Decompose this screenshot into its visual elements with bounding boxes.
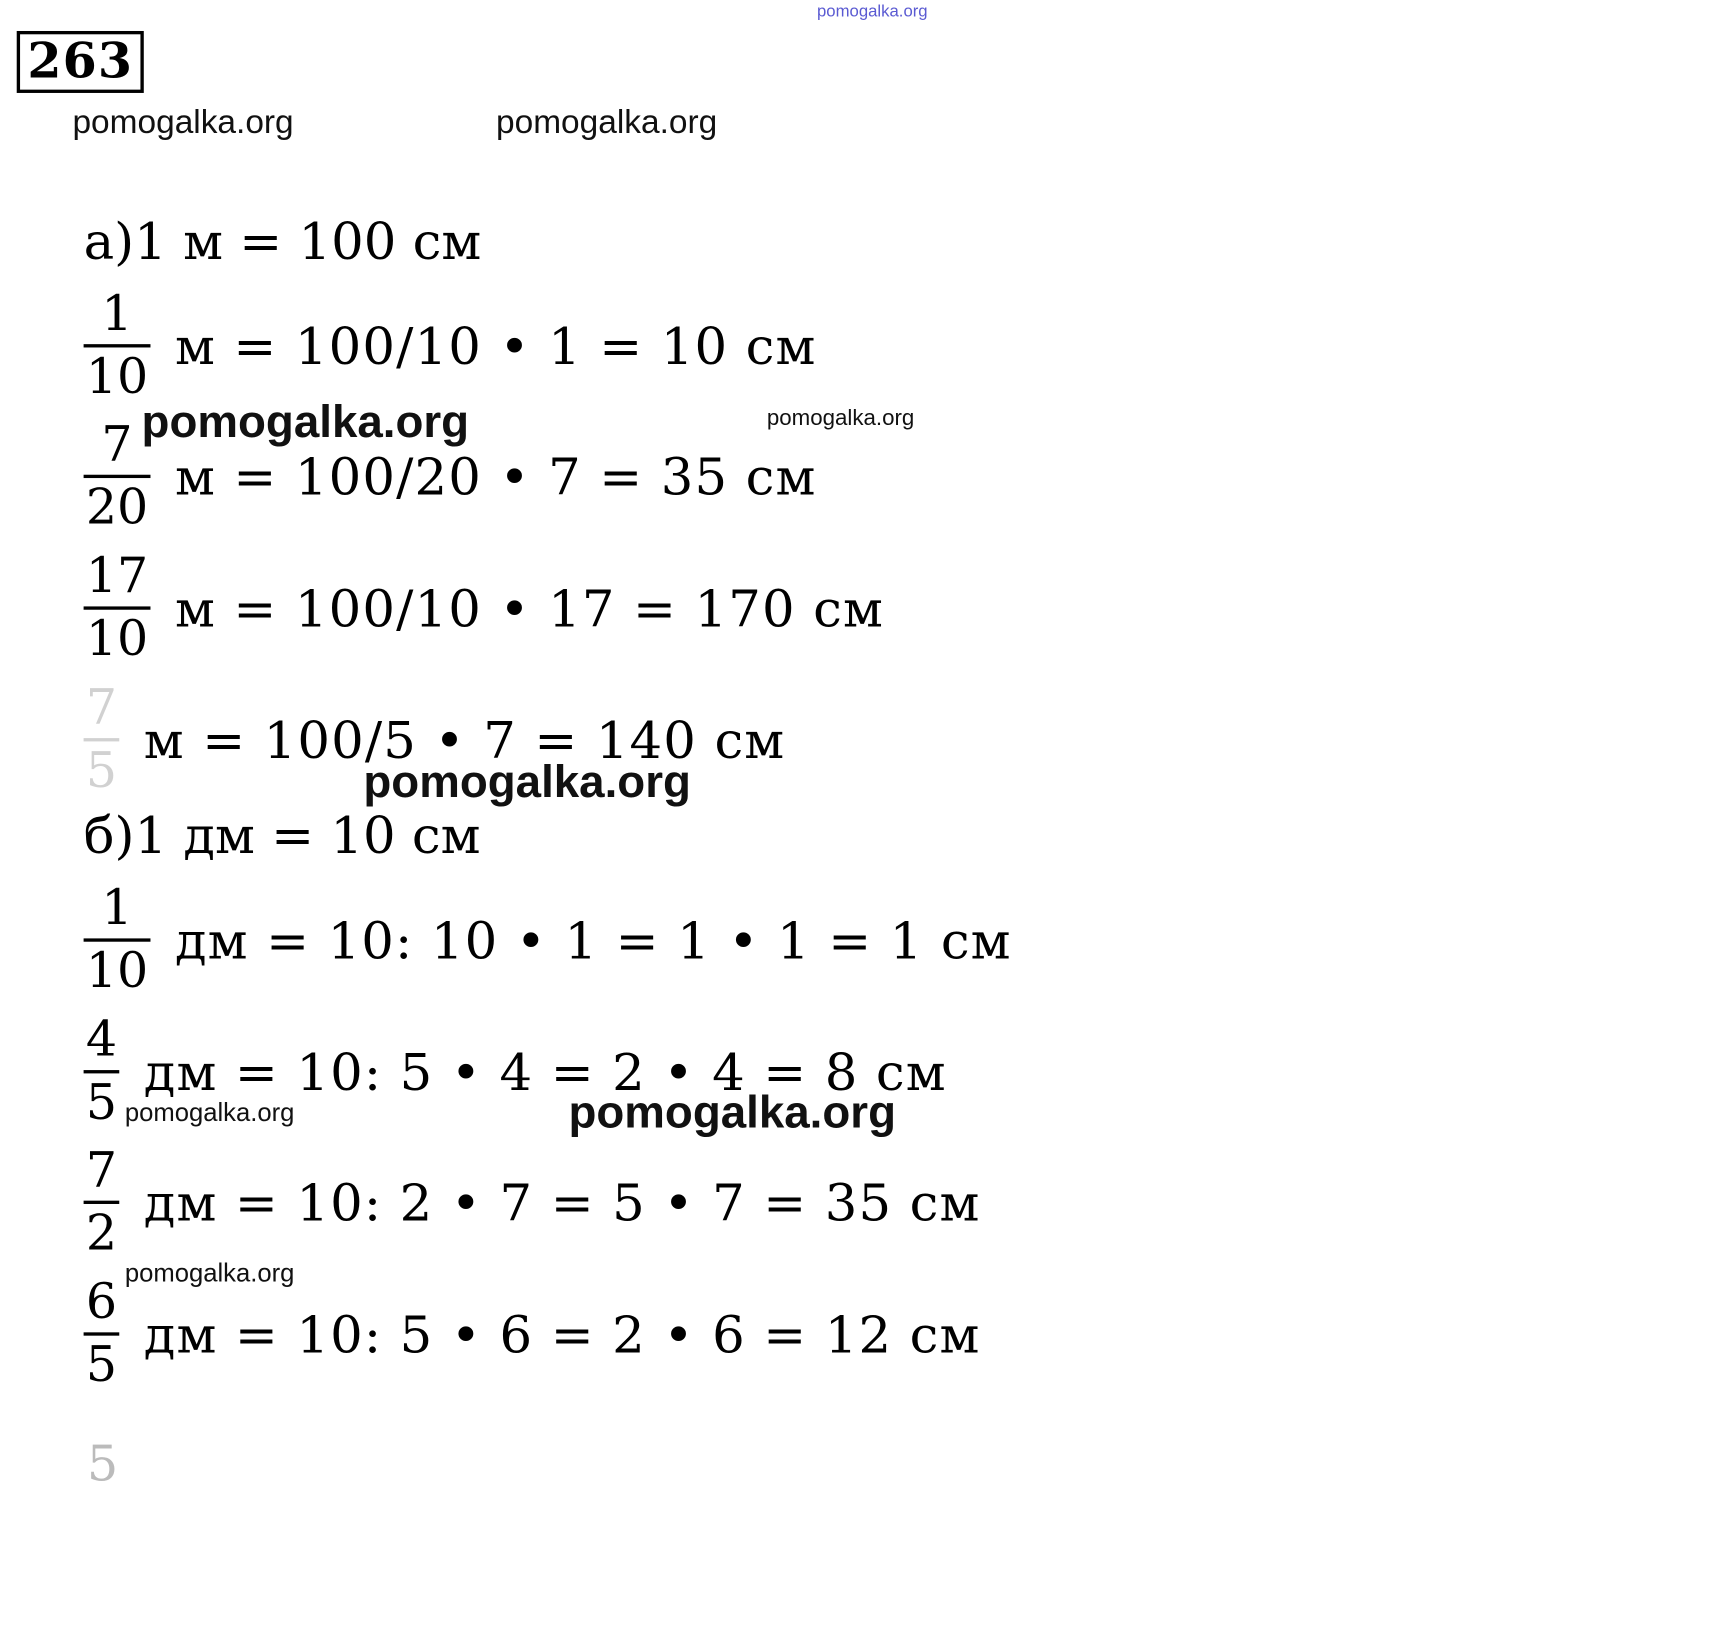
expression: дм = 10: 2 • 7 = 5 • 7 = 35 см [143, 1172, 981, 1233]
fraction-denominator: 10 [85, 610, 149, 668]
fraction-denominator: 20 [85, 479, 149, 536]
fraction-denominator: 2 [85, 1205, 118, 1262]
watermark-header-right: pomogalka.org [495, 104, 718, 141]
watermark-lower-small-2: pomogalka.org [124, 1258, 295, 1287]
expression: дм = 10: 5 • 4 = 2 • 4 = 8 см [143, 1041, 947, 1102]
fraction-numerator: 1 [101, 879, 133, 937]
part-a-heading: а)1 м = 100 см [83, 211, 482, 272]
fraction [84, 415, 151, 538]
fraction [84, 284, 151, 407]
fraction-denominator: 10 [85, 348, 149, 406]
watermark-top: pomogalka.org [817, 2, 928, 22]
expression: м = 100/5 • 7 = 140 см [143, 709, 786, 770]
fraction-denominator: 5 [85, 1074, 118, 1131]
trailing-glyph: 5 [86, 1436, 119, 1493]
expression: дм = 10: 5 • 6 = 2 • 6 = 12 см [143, 1304, 981, 1364]
part-a-row-3 [84, 539, 884, 677]
fraction-numerator: 7 [85, 679, 118, 736]
fraction-numerator: 17 [85, 547, 149, 605]
fraction [84, 678, 120, 801]
watermark-lower-small-1: pomogalka.org [124, 1097, 295, 1127]
expression: дм = 10: 10 • 1 = 1 • 1 = 1 см [174, 910, 1012, 970]
part-b-heading: б)1 дм = 10 см [83, 805, 481, 866]
fraction-numerator: 6 [85, 1273, 118, 1331]
fraction-denominator: 5 [85, 1336, 118, 1394]
watermark-center-large: pomogalka.org [363, 755, 691, 807]
fraction-denominator: 10 [85, 942, 149, 1000]
expression: м = 100/20 • 7 = 35 см [174, 446, 817, 507]
part-a-row-1 [84, 277, 817, 415]
problem-number: 263 [17, 31, 144, 93]
expression: м = 100/10 • 17 = 170 см [174, 578, 884, 638]
fraction-numerator: 7 [101, 416, 133, 473]
part-b-row-1 [84, 871, 1012, 1009]
fraction [84, 1141, 120, 1264]
fraction [84, 547, 151, 670]
watermark-mid-large: pomogalka.org [141, 396, 470, 448]
fraction [84, 879, 151, 1002]
fraction [84, 1010, 120, 1133]
part-b-row-3 [84, 1133, 981, 1271]
fraction-numerator: 7 [85, 1142, 118, 1199]
watermark-mid-small: pomogalka.org [766, 406, 915, 431]
watermark-header-left: pomogalka.org [72, 104, 294, 141]
expression: м = 100/10 • 1 = 10 см [174, 315, 817, 376]
fraction-numerator: 4 [85, 1011, 118, 1068]
watermark-lower-large: pomogalka.org [568, 1086, 896, 1138]
fraction-numerator: 1 [101, 285, 133, 342]
fraction [84, 1273, 120, 1396]
fraction-denominator: 5 [85, 742, 118, 799]
